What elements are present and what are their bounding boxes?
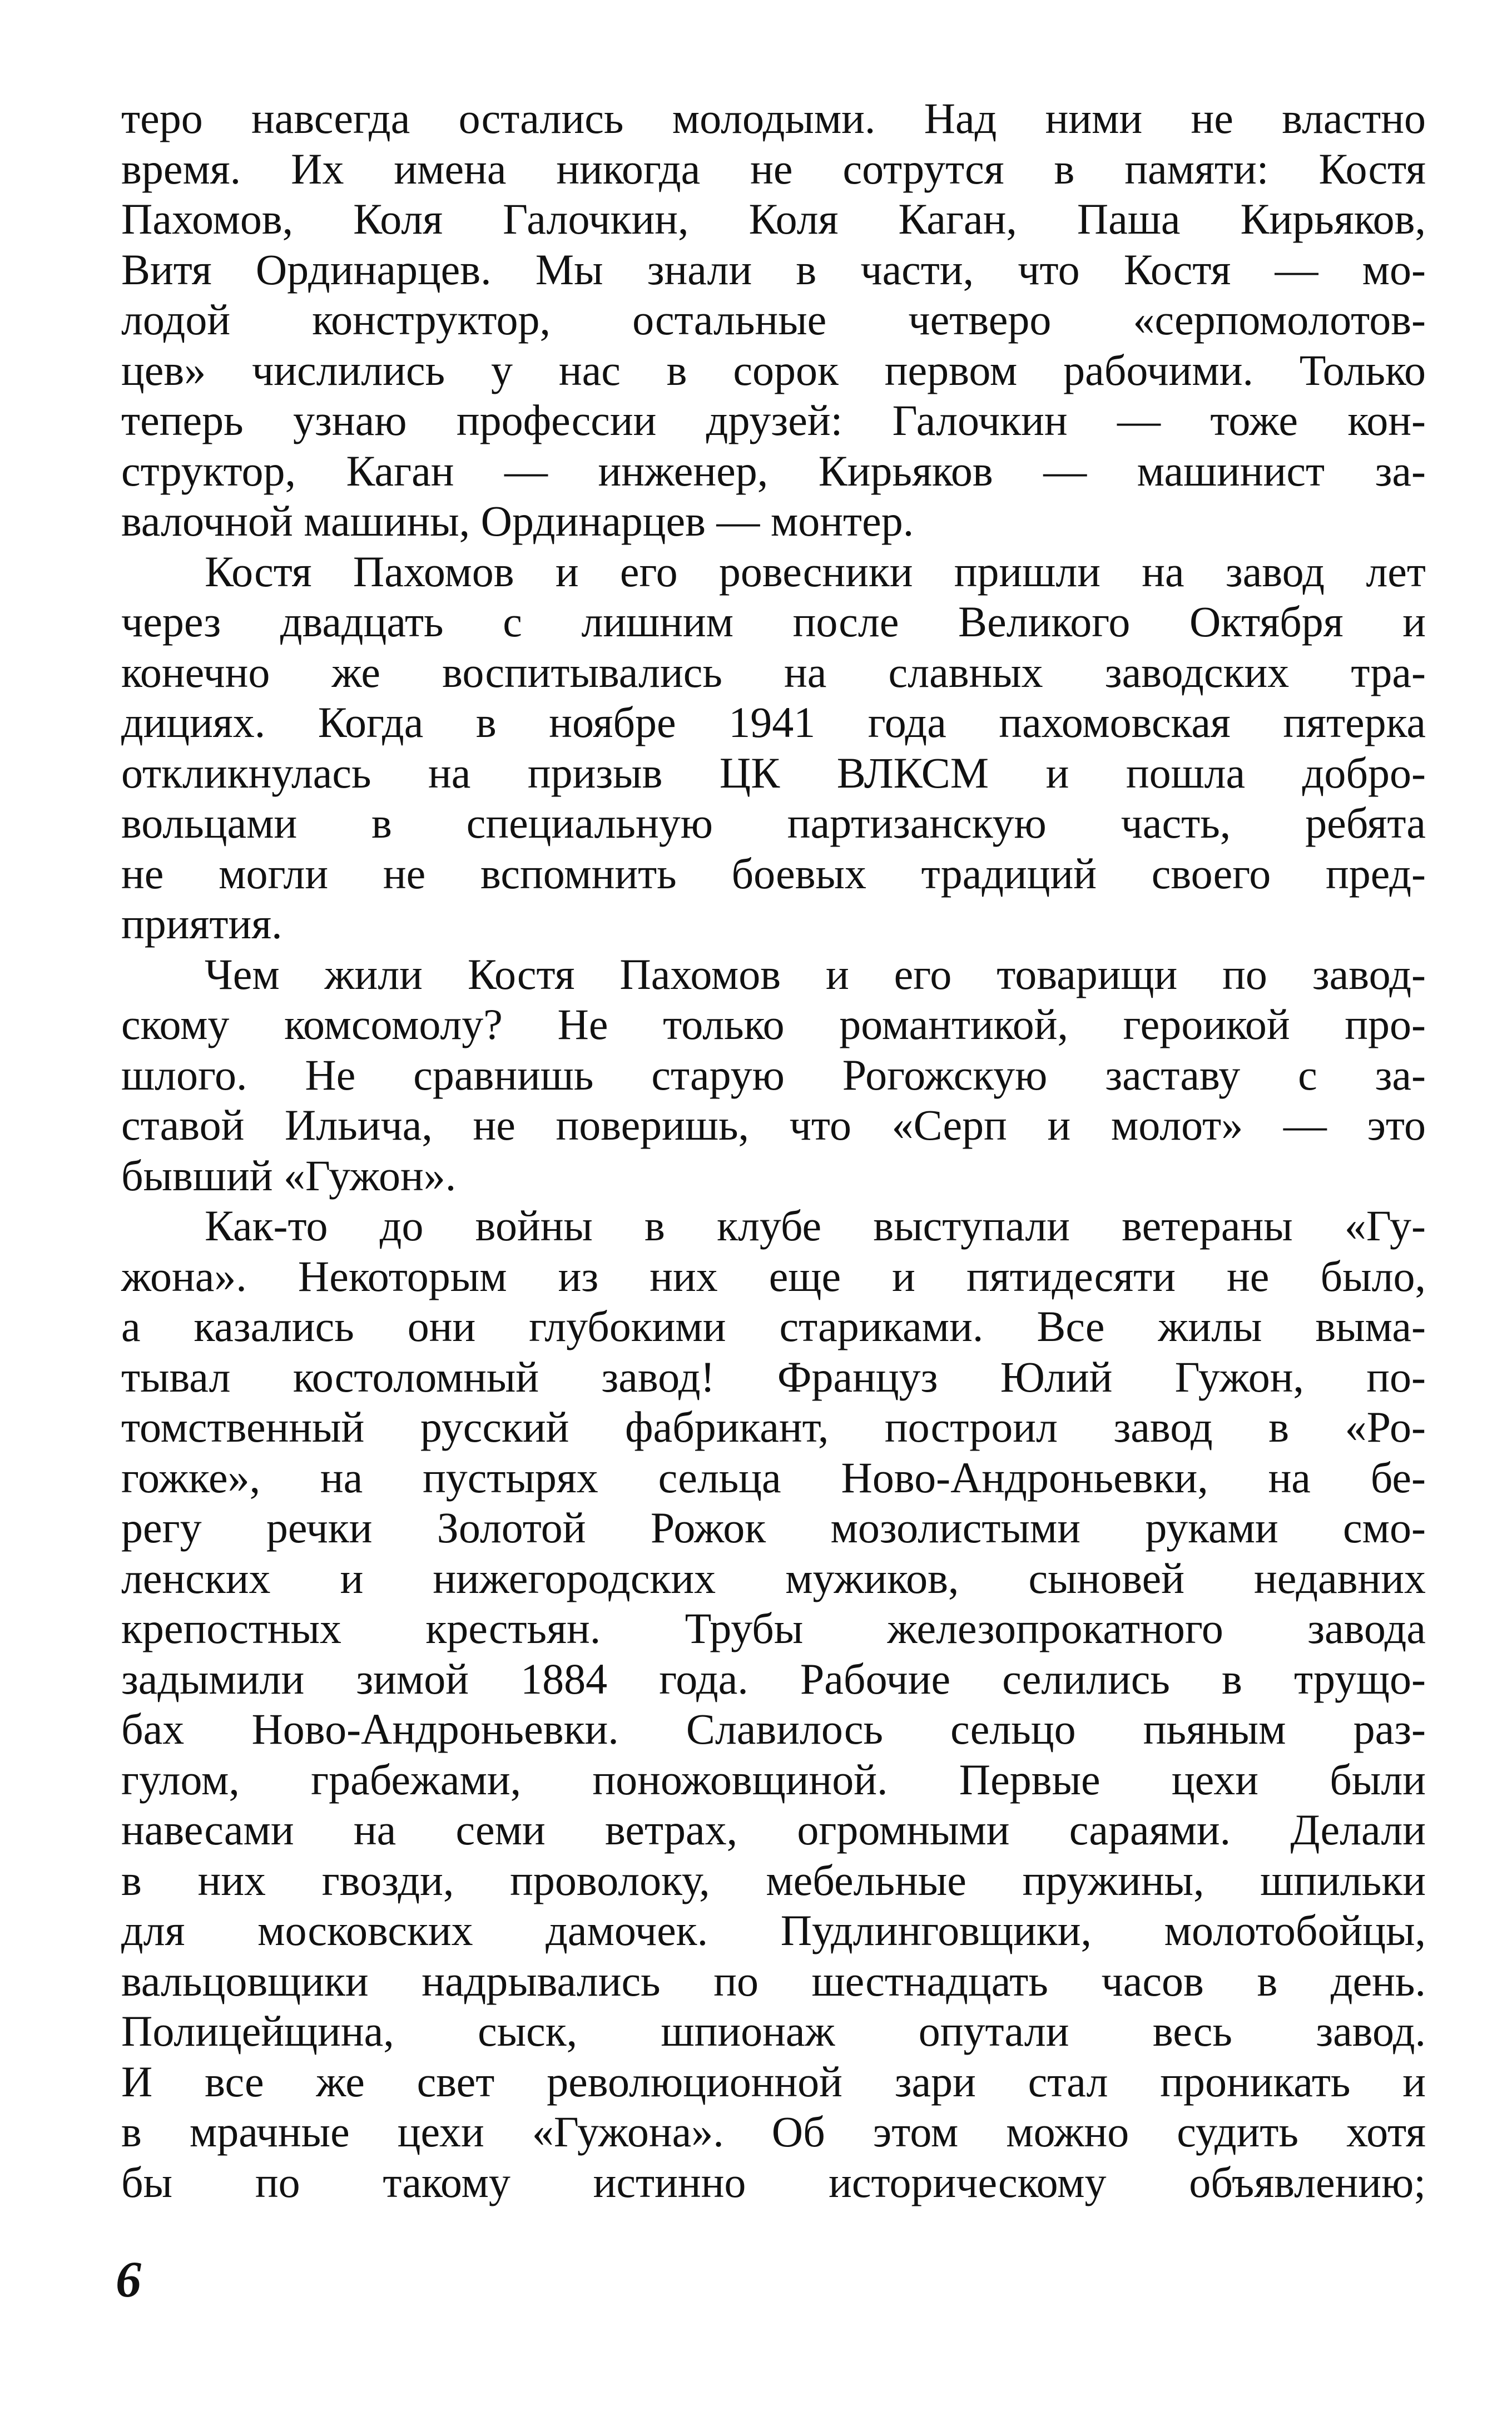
text-line: лодой конструктор, остальные четверо «серпомолотов- bbox=[121, 295, 1426, 344]
text-line: а казались они глубокими стариками. Все жилы выма- bbox=[121, 1302, 1426, 1350]
text-line: вольцами в специальную партизанскую часть, ребята bbox=[121, 799, 1426, 847]
text-line: бы по такому истинно историческому объявлению; bbox=[121, 2157, 1426, 2206]
text-line: томственный русский фабрикант, построил завод в «Ро- bbox=[121, 1403, 1426, 1451]
text-line: теперь узнаю профессии друзей: Галочкин — тоже кон- bbox=[121, 396, 1426, 444]
text-line: жона». Некоторым из них еще и пятидесяти не было, bbox=[121, 1251, 1426, 1300]
text-line: ленских и нижегородских мужиков, сыновей недавних bbox=[121, 1553, 1426, 1602]
text-line: Пахомов, Коля Галочкин, Коля Каган, Паша Кирьяков, bbox=[121, 195, 1426, 243]
page-number: 6 bbox=[116, 2251, 141, 2308]
text-line: Витя Ординарцев. Мы знали в части, что Костя — мо- bbox=[121, 245, 1426, 294]
text-line: цев» числились у нас в сорок первом рабочими. Только bbox=[121, 345, 1426, 394]
text-line: ставой Ильича, не поверишь, что «Серп и молот» — это bbox=[121, 1101, 1426, 1149]
text-line: крепостных крестьян. Трубы железопрокатного завода bbox=[121, 1604, 1426, 1652]
text-line: задымили зимой 1884 года. Рабочие селились в трущо- bbox=[121, 1654, 1426, 1703]
text-line: не могли не вспомнить боевых традиций своего пред- bbox=[121, 849, 1426, 898]
text-line: теро навсегда остались молодыми. Над ними не властно bbox=[121, 94, 1426, 142]
text-line: гожке», на пустырях сельца Ново-Андроньевки, на бе- bbox=[121, 1453, 1426, 1502]
text-line: через двадцать с лишним после Великого Октября и bbox=[121, 597, 1426, 646]
text-line: навесами на семи ветрах, огромными сараями. Делали bbox=[121, 1805, 1426, 1854]
text-line: регу речки Золотой Рожок мозолистыми руками смо- bbox=[121, 1503, 1426, 1552]
text-line: конечно же воспитывались на славных заводских тра- bbox=[121, 647, 1426, 696]
text-line: Как-то до войны в клубе выступали ветераны «Гу- bbox=[205, 1201, 1426, 1250]
text-line: бывший «Гужон». bbox=[121, 1151, 457, 1200]
text-line: время. Их имена никогда не сотрутся в памяти: Костя bbox=[121, 144, 1426, 193]
text-line: в них гвозди, проволоку, мебельные пружины, шпильки bbox=[121, 1855, 1426, 1904]
body-text bbox=[121, 93, 1426, 2208]
text-line: для московских дамочек. Пудлинговщики, молотобойцы, bbox=[121, 1906, 1426, 1954]
text-line: в мрачные цехи «Гужона». Об этом можно судить хотя bbox=[121, 2107, 1426, 2156]
text-line: вальцовщики надрывались по шестнадцать часов в день. bbox=[121, 1956, 1426, 2005]
text-line: шлого. Не сравнишь старую Рогожскую заставу с за- bbox=[121, 1050, 1426, 1099]
text-line: структор, Каган — инженер, Кирьяков — машинист за- bbox=[121, 446, 1426, 495]
text-line: И все же свет революционной зари стал проникать и bbox=[121, 2057, 1426, 2106]
text-line: гулом, грабежами, поножовщиной. Первые цехи были bbox=[121, 1755, 1426, 1804]
text-line: тывал костоломный завод! Француз Юлий Гужон, по- bbox=[121, 1352, 1426, 1401]
text-line: Костя Пахомов и его ровесники пришли на завод лет bbox=[205, 547, 1426, 596]
text-line: откликнулась на призыв ЦК ВЛКСМ и пошла добро- bbox=[121, 748, 1426, 797]
text-line: дициях. Когда в ноябре 1941 года пахомовская пятерка bbox=[121, 698, 1426, 746]
text-line: валочной машины, Ординарцев — монтер. bbox=[121, 497, 914, 545]
text-line: скому комсомолу? Не только романтикой, героикой про- bbox=[121, 1000, 1426, 1048]
text-line: приятия. bbox=[121, 899, 282, 948]
text-line: Чем жили Костя Пахомов и его товарищи по завод- bbox=[205, 949, 1426, 998]
text-line: Полицейщина, сыск, шпионаж опутали весь завод. bbox=[121, 2007, 1426, 2055]
text-line: бах Ново-Андроньевки. Славилось сельцо пьяным раз- bbox=[121, 1705, 1426, 1753]
